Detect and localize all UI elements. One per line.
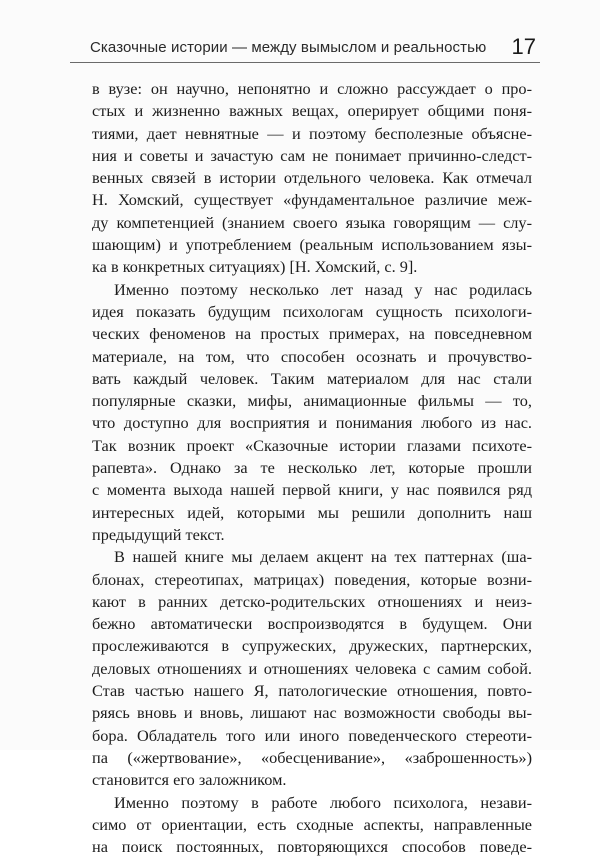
body-text — [92, 78, 532, 858]
text-line: материале, на том, что способен осознать и прочувство- — [92, 346, 532, 368]
text-line: Став частью нашего Я, патологические отношения, повто- — [92, 680, 532, 702]
text-line: ду компетенцией (знанием своего языка говорящим — слу- — [92, 212, 532, 234]
text-line: с момента выхода нашей первой книги, у нас появился ряд — [92, 479, 532, 501]
text-line: деловых отношениях и отношениях человека с самим собой. — [92, 658, 532, 680]
text-line: стых и жизненно важных вещах, оперирует общими поня- — [92, 100, 532, 122]
text-line: па («жертвование», «обесценивание», «заброшенность») — [92, 747, 532, 769]
text-line: Так возник проект «Сказочные истории глазами психоте- — [92, 435, 532, 457]
text-line: венных связей в истории отдельного человека. Как отмечал — [92, 167, 532, 189]
text-line: шающим) и употреблением (реальным использованием язы- — [92, 234, 532, 256]
text-line: что доступно для восприятия и понимания любого из нас. — [92, 412, 532, 434]
text-line: ка в конкретных ситуациях) [Н. Хомский, с. 9]. — [92, 256, 532, 278]
paragraph — [92, 279, 532, 547]
paragraph — [92, 546, 532, 791]
text-line: на поиск постоянных, повторяющихся способов поведе- — [92, 836, 532, 858]
text-line: идея показать будущим психологам сущность психологи- — [92, 301, 532, 323]
text-line: рапевта». Однако за те несколько лет, которые прошли — [92, 457, 532, 479]
text-line: ряясь вновь и вновь, лишают нас возможности свободы вы- — [92, 702, 532, 724]
running-header — [70, 36, 540, 63]
running-title: Сказочные истории — между вымыслом и реальностью — [90, 39, 486, 56]
text-line: тиями, дает невнятные — и поэтому бесполезные объясне- — [92, 123, 532, 145]
text-line: симо от ориентации, есть сходные аспекты, направленные — [92, 814, 532, 836]
text-line: кают в ранних детско-родительских отношениях и неиз- — [92, 591, 532, 613]
text-line: вать каждый человек. Таким материалом для нас стали — [92, 368, 532, 390]
text-line: бора. Обладатель того или иного поведенческого стереоти- — [92, 725, 532, 747]
paragraph — [92, 792, 532, 858]
text-line: ния и советы и зачастую сам не понимает причинно-следст- — [92, 145, 532, 167]
text-line: В нашей книге мы делаем акцент на тех паттернах (ша- — [92, 546, 532, 568]
text-line: ческих феноменов на простых примерах, на повседневном — [92, 323, 532, 345]
text-line: Именно поэтому в работе любого психолога, незави- — [92, 792, 532, 814]
paragraph — [92, 78, 532, 279]
text-line: Н. Хомский, существует «фундаментальное различие меж- — [92, 189, 532, 211]
text-line: в вузе: он научно, непонятно и сложно рассуждает о про- — [92, 78, 532, 100]
text-line: предыдущий текст. — [92, 524, 532, 546]
text-line: бежно автоматически воспроизводятся в будущем. Они — [92, 613, 532, 635]
text-line: блонах, стереотипах, матрицах) поведения, которые возни- — [92, 569, 532, 591]
page-number: 17 — [512, 34, 536, 60]
text-line: интересных идей, которыми мы решили дополнить наш — [92, 502, 532, 524]
text-line: Именно поэтому несколько лет назад у нас родилась — [92, 279, 532, 301]
text-line: популярные сказки, мифы, анимационные фильмы — то, — [92, 390, 532, 412]
text-line: становится его заложником. — [92, 769, 532, 791]
text-line: прослеживаются в супружеских, дружеских, партнерских, — [92, 635, 532, 657]
